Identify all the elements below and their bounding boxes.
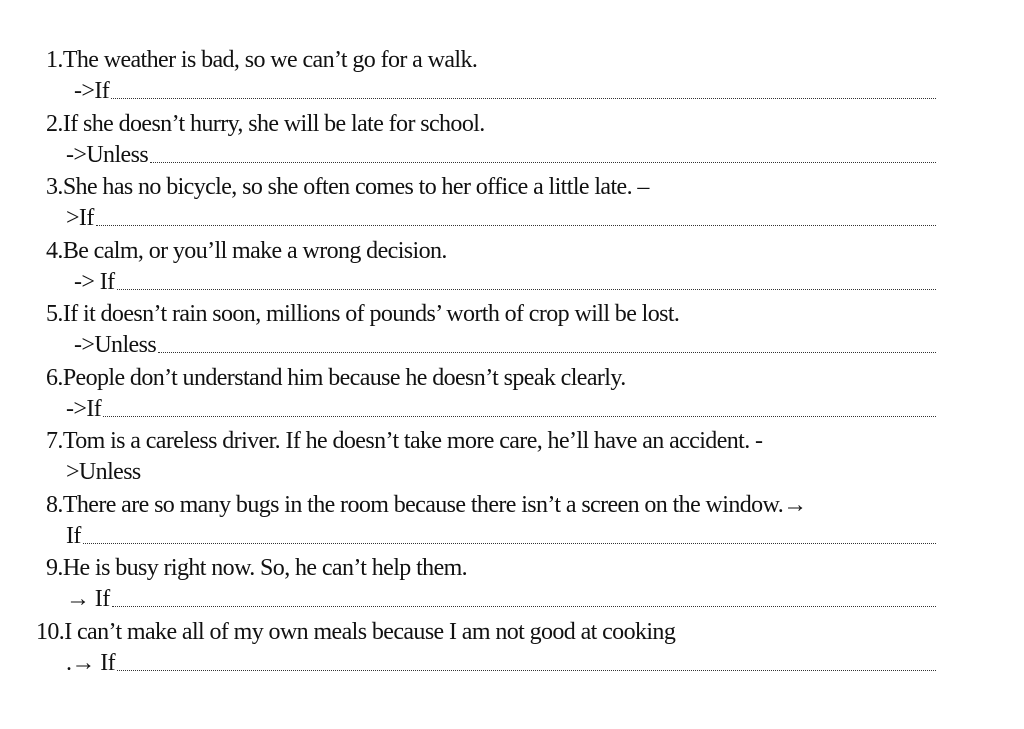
answer-blank[interactable]: [158, 351, 936, 353]
answer-prefix: .→ If: [66, 649, 115, 676]
answer-line[interactable]: [74, 267, 936, 297]
answer-blank[interactable]: [103, 415, 936, 417]
exercise-text: Be calm, or you’ll make a wrong decision.: [62, 237, 447, 264]
answer-prefix: ->Unless: [74, 332, 157, 358]
exercise-sheet: [0, 44, 1024, 679]
exercise-number: 6.: [46, 364, 63, 391]
answer-blank[interactable]: [150, 161, 936, 163]
answer-prefix: ->If: [74, 78, 110, 104]
exercise-text: Tom is a careless driver. If he doesn’t take more care, he’ll have an accident. -: [62, 428, 763, 454]
exercise-number: 3.: [46, 174, 63, 200]
answer-line[interactable]: [66, 457, 936, 487]
answer-prefix: >If: [66, 205, 94, 231]
exercise-sentence: [36, 616, 675, 648]
exercise-number: 1.: [46, 47, 63, 73]
exercise-number: 5.: [46, 301, 63, 327]
answer-prefix: ->If: [66, 395, 102, 422]
answer-blank[interactable]: [96, 224, 936, 226]
answer-blank[interactable]: [112, 605, 936, 607]
answer-blank[interactable]: [83, 542, 936, 544]
answer-prefix: >Unless: [66, 459, 141, 485]
exercise-number: 2.: [46, 110, 63, 137]
exercise-item-2: [0, 108, 1024, 172]
exercise-sentence: [46, 298, 679, 330]
exercise-number: 9.: [46, 555, 63, 581]
exercise-text: If it doesn’t rain soon, millions of pounds’ worth of crop will be lost.: [62, 301, 680, 327]
exercise-sentence: [46, 235, 447, 267]
answer-blank[interactable]: [111, 97, 936, 99]
answer-prefix: ->Unless: [66, 141, 149, 168]
answer-line[interactable]: [66, 648, 936, 678]
exercise-sentence: [46, 425, 762, 457]
answer-blank[interactable]: [143, 479, 936, 480]
exercise-number: 10.: [36, 618, 65, 645]
exercise-sentence: [46, 552, 467, 584]
exercise-item-7: [0, 425, 1024, 489]
answer-line[interactable]: [66, 584, 936, 614]
answer-line[interactable]: [74, 330, 936, 360]
answer-line[interactable]: [66, 140, 936, 170]
answer-prefix: -> If: [74, 268, 115, 295]
answer-prefix: → If: [66, 586, 110, 612]
exercise-text: I can’t make all of my own meals because I am not good at cooking: [64, 618, 676, 645]
answer-line[interactable]: [66, 521, 936, 551]
exercise-text: There are so many bugs in the room because there isn’t a screen on the window.→: [62, 491, 807, 518]
exercise-sentence: [46, 108, 485, 140]
exercise-text: If she doesn’t hurry, she will be late for school.: [62, 110, 485, 137]
exercise-item-4: [0, 235, 1024, 299]
exercise-item-1: [0, 44, 1024, 108]
answer-line[interactable]: [66, 203, 936, 233]
exercise-text: He is busy right now. So, he can’t help them.: [62, 555, 468, 581]
exercise-number: 8.: [46, 491, 63, 518]
exercise-item-3: [0, 171, 1024, 235]
answer-prefix: If: [66, 522, 81, 549]
exercise-text: People don’t understand him because he doesn’t speak clearly.: [62, 364, 626, 391]
exercise-item-5: [0, 298, 1024, 362]
exercise-item-9: [0, 552, 1024, 616]
exercise-text: She has no bicycle, so she often comes to her office a little late. –: [62, 174, 649, 200]
exercise-sentence: [46, 489, 807, 521]
exercise-sentence: [46, 362, 626, 394]
answer-blank[interactable]: [117, 288, 936, 290]
exercise-item-8: [0, 489, 1024, 553]
answer-line[interactable]: [74, 76, 936, 106]
answer-blank[interactable]: [117, 669, 936, 671]
exercise-sentence: [46, 44, 477, 76]
exercise-item-6: [0, 362, 1024, 426]
answer-line[interactable]: [66, 394, 936, 424]
exercise-text: The weather is bad, so we can’t go for a walk.: [62, 47, 478, 73]
exercise-sentence: [46, 171, 649, 203]
exercise-number: 4.: [46, 237, 63, 264]
exercise-item-10: [0, 616, 1024, 680]
exercise-number: 7.: [46, 428, 63, 454]
